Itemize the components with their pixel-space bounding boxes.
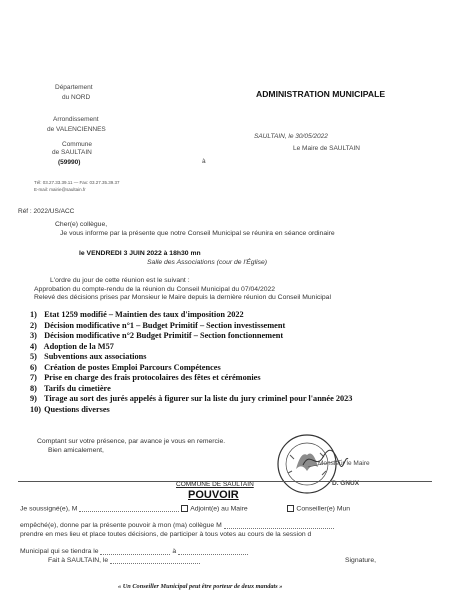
intro-text: Je vous informe par la présente que notre Conseil Municipal se réunira en séance ordinaire	[60, 230, 335, 237]
commune-label: Commune	[62, 141, 92, 148]
name-field[interactable]	[79, 505, 179, 512]
pouvoir-line-3: prendre en mes lieu et place toutes décisions, de participer à tous votes au cours de la session d	[20, 531, 312, 538]
adjoint-label: Adjoint(e) au Maire	[190, 505, 248, 513]
list-item: 9) Tirage au sort des jurés appelés à figurer sur la liste du jury criminel pour l'année 2023	[30, 394, 353, 403]
meeting-place: Salle des Associations (cour de l'Église)	[147, 259, 268, 266]
meeting-time-field[interactable]	[178, 548, 248, 555]
postcode: (59990)	[58, 159, 81, 166]
pouvoir-title: POUVOIR	[188, 489, 239, 501]
mayor-line: Le Maire de SAULTAIN	[293, 145, 360, 152]
reference: Réf : 2022/US/ACC	[18, 208, 75, 215]
pouvoir-line-1	[20, 505, 350, 512]
admin-title: ADMINISTRATION MUNICIPALE	[256, 89, 386, 99]
adjoint-checkbox[interactable]	[181, 505, 188, 512]
agenda-list	[30, 310, 352, 415]
order-intro: L'ordre du jour de cette réunion est le suivant :	[50, 277, 190, 284]
list-item: 1) Etat 1259 modifié – Maintien des taux d'imposition 2022	[30, 310, 244, 319]
pouvoir-line-2	[20, 522, 334, 529]
email-line: E-mail: mairie@saultain.fr	[34, 187, 86, 192]
list-item: 8) Tarifs du cimetière	[30, 383, 111, 393]
greeting: Cher(e) collègue,	[55, 221, 108, 228]
department-name: du NORD	[62, 94, 91, 101]
arrondissement-label: Arrondissement	[53, 116, 99, 123]
list-item: 2) Décision modificative n°1 – Budget Primitif – Section investissement	[30, 320, 286, 330]
approval-line-1: Approbation du compte-rendu de la réunion du Conseil Municipal du 07/04/2022	[34, 286, 276, 293]
to-line: à	[202, 158, 206, 165]
at-label: à	[172, 548, 177, 555]
list-item: 7) Prise en charge des frais protocolaires des fêtes et cérémonies	[30, 373, 261, 382]
list-item: 4) Adoption de la M57	[30, 341, 114, 351]
undersigned-label: Je soussigné(e), M	[20, 505, 78, 513]
proxy-text: empêché(e), donne par la présente pouvoir à mon (ma) collègue M	[20, 522, 222, 529]
meeting-date-label: Municipal qui se tiendra le	[20, 548, 99, 555]
list-item: 3) Décision modificative n°2 Budget Primitif – Section fonctionnement	[30, 331, 284, 340]
signatory-title: Monsieur le Maire	[318, 460, 370, 467]
pouvoir-line-4	[20, 548, 248, 555]
approval-line-2: Relevé des décisions prises par Monsieur le Maire depuis la dernière réunion du Conseil Municipal	[34, 294, 331, 301]
pouvoir-line-5	[48, 557, 200, 564]
done-date-field[interactable]	[110, 557, 200, 564]
done-at-label: Fait à SAULTAIN, le	[48, 557, 109, 564]
commune-name: de SAULTAIN	[52, 149, 92, 156]
list-item: 6) Création de postes Emploi Parcours Compétences	[30, 362, 221, 372]
signature-scribble	[300, 446, 350, 472]
closing-line-1: Comptant sur votre présence, par avance je vous en remercie.	[37, 438, 226, 445]
conseiller-label: Conseiller(e) Mun	[296, 505, 351, 513]
signatory-name: D. GNUX	[332, 480, 360, 487]
footer-note: « Un Conseiller Municipal peut être porteur de deux mandats »	[118, 583, 283, 590]
meeting-date-field[interactable]	[100, 548, 170, 555]
conseiller-checkbox[interactable]	[287, 505, 294, 512]
list-item: 5) Subventions aux associations	[30, 352, 147, 361]
meeting-date: le VENDREDI 3 JUIN 2022 à 18h30 mn	[79, 250, 201, 257]
colleague-name-field[interactable]	[224, 522, 334, 529]
contact-line: Tél: 03.27.33.39.11 — Fax: 03.27.35.39.37	[34, 180, 120, 185]
list-item: 10) Questions diverses	[30, 404, 110, 414]
commune-heading: COMMUNE DE SAULTAIN	[176, 481, 254, 488]
department-label: Département	[55, 84, 93, 91]
closing-line-2: Bien amicalement,	[48, 447, 104, 454]
arrondissement-name: de VALENCIENNES	[47, 126, 106, 133]
date-line: SAULTAIN, le 30/05/2022	[254, 133, 328, 140]
signature-label: Signature,	[345, 557, 376, 564]
